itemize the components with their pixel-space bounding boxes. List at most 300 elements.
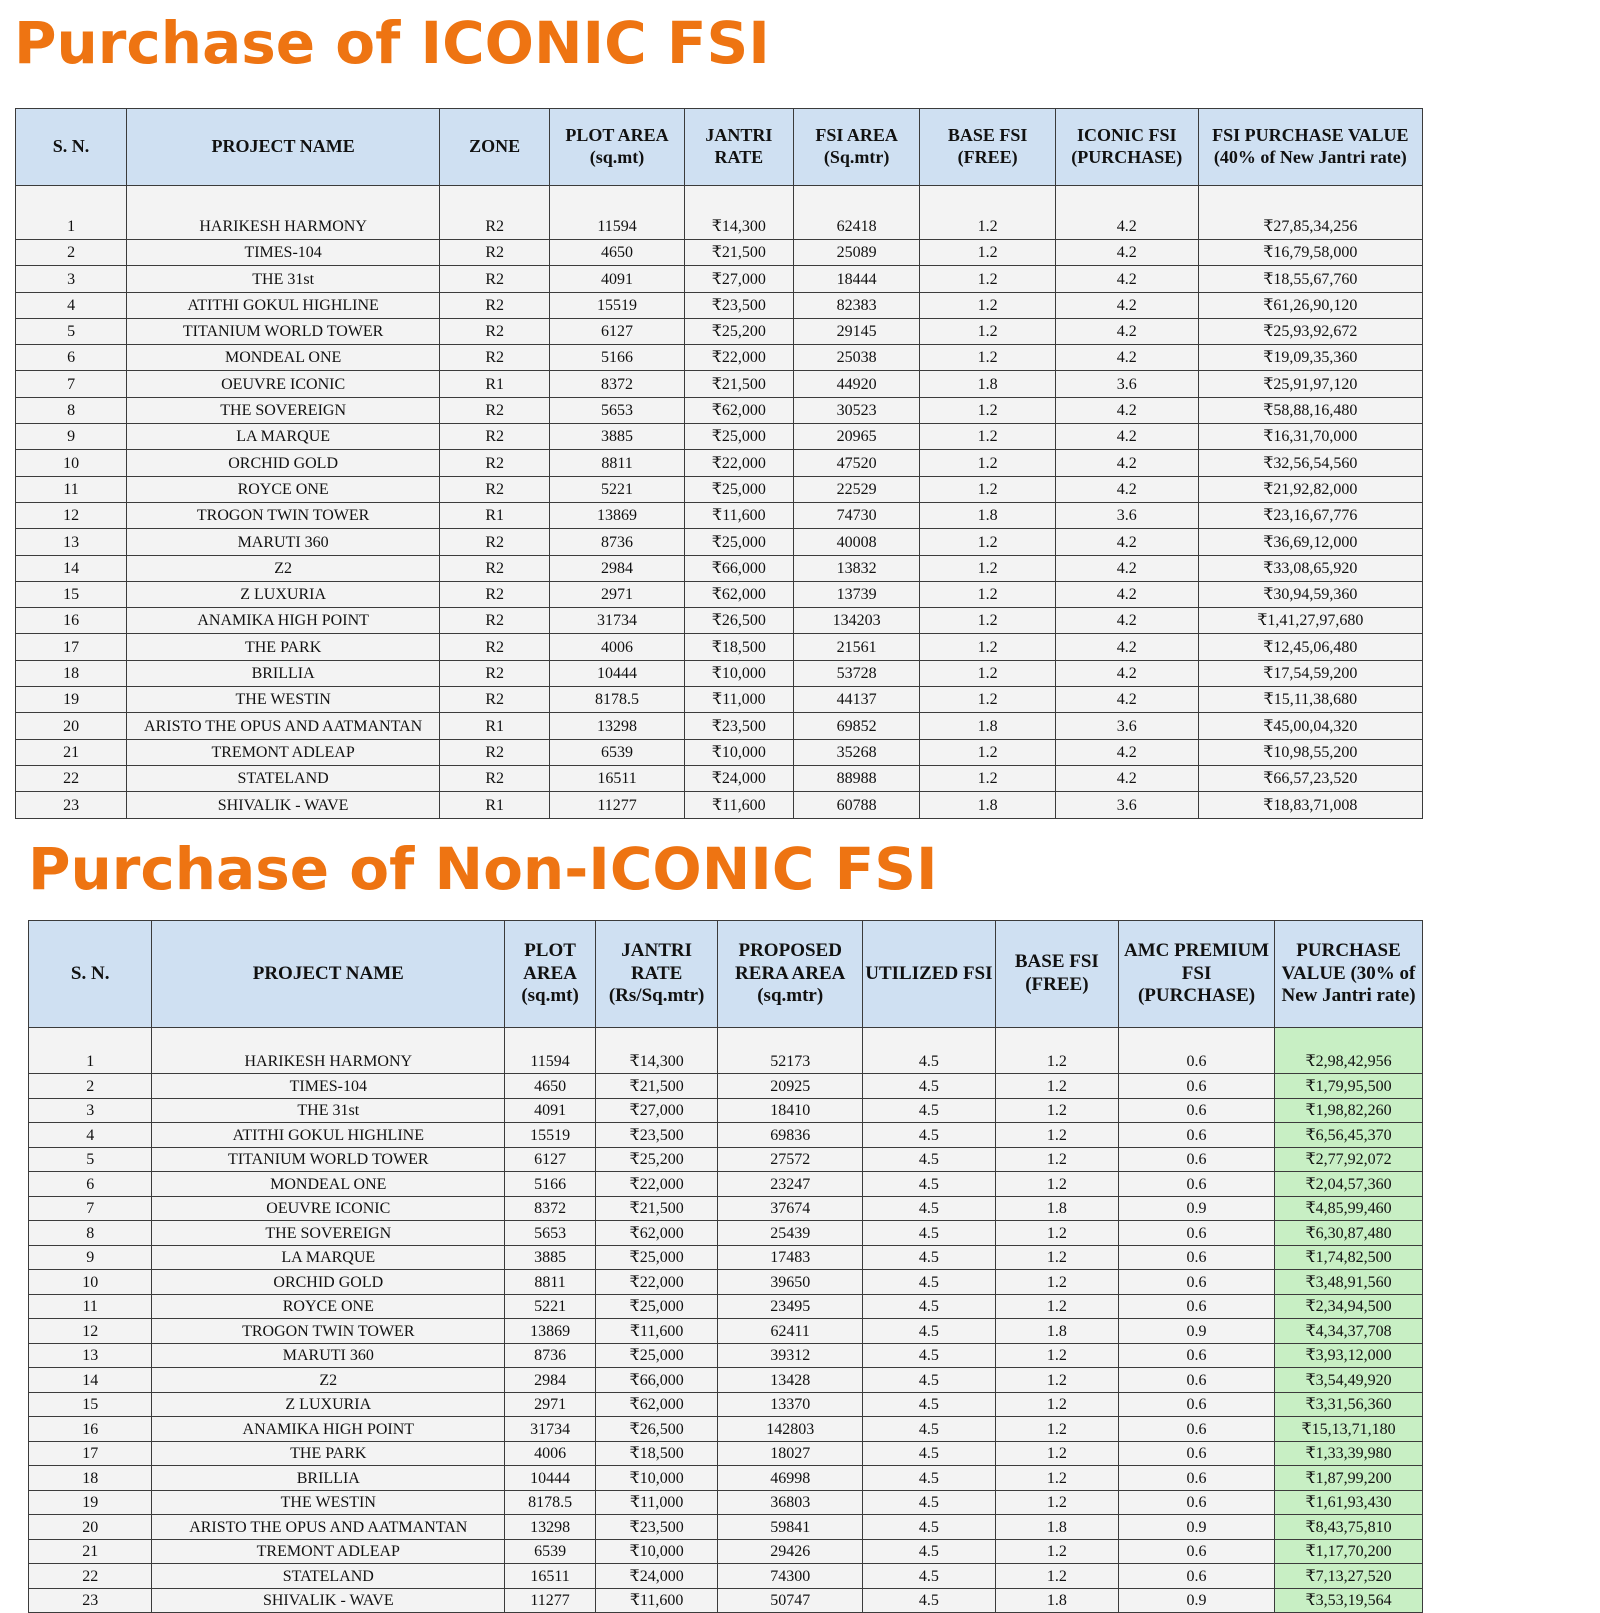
iconic-table-cell: THE PARK	[127, 634, 440, 660]
non-iconic-table-cell: 1.2	[995, 1294, 1118, 1319]
non-iconic-table-cell: 1.2	[995, 1147, 1118, 1172]
iconic-table-cell: 20965	[793, 424, 919, 450]
iconic-table-cell: ₹25,000	[684, 476, 793, 502]
non-iconic-table-cell: 4.5	[863, 1417, 996, 1442]
table-row	[29, 1098, 1423, 1123]
non-iconic-table-cell: THE WESTIN	[152, 1490, 505, 1515]
non-iconic-table-header-cell: S. N.	[29, 921, 152, 1028]
non-iconic-table-cell: BRILLIA	[152, 1466, 505, 1491]
iconic-table-cell: THE 31st	[127, 266, 440, 292]
non-iconic-table-cell: ₹10,000	[595, 1466, 717, 1491]
non-iconic-table-cell: 23	[29, 1588, 152, 1613]
non-iconic-table-cell: 39650	[718, 1270, 863, 1295]
non-iconic-table-cell: 21	[29, 1539, 152, 1564]
table-row	[29, 1270, 1423, 1295]
non-iconic-table-cell: 4.5	[863, 1343, 996, 1368]
iconic-table-cell: 5	[16, 318, 127, 344]
iconic-table-cell: 6127	[550, 318, 685, 344]
non-iconic-table-cell: 0.6	[1119, 1539, 1275, 1564]
iconic-table-cell: 8811	[550, 450, 685, 476]
iconic-table-cell: 74730	[793, 502, 919, 528]
iconic-table-cell: ₹10,98,55,200	[1198, 739, 1422, 765]
iconic-table-cell: 62418	[793, 186, 919, 240]
iconic-table-cell: ₹62,000	[684, 397, 793, 423]
non-iconic-table-cell: 9	[29, 1245, 152, 1270]
iconic-table-cell: 35268	[793, 739, 919, 765]
non-iconic-table-cell: 17483	[718, 1245, 863, 1270]
non-iconic-table-cell: ₹62,000	[595, 1221, 717, 1246]
non-iconic-table-cell: 8736	[505, 1343, 596, 1368]
non-iconic-table-cell: ₹8,43,75,810	[1275, 1515, 1423, 1540]
non-iconic-table-cell: 19	[29, 1490, 152, 1515]
iconic-table-cell: 13298	[550, 713, 685, 739]
iconic-table-cell: R1	[440, 792, 550, 818]
iconic-table-cell: R2	[440, 266, 550, 292]
table-row	[16, 555, 1423, 581]
non-iconic-table-cell: ₹14,300	[595, 1028, 717, 1074]
iconic-table-cell: R2	[440, 739, 550, 765]
non-iconic-table-cell: 1.2	[995, 1564, 1118, 1589]
table-row	[16, 739, 1423, 765]
iconic-table-cell: 1.2	[920, 608, 1056, 634]
non-iconic-table-cell: ₹10,000	[595, 1539, 717, 1564]
iconic-fsi-table	[15, 108, 1423, 819]
iconic-table-cell: ANAMIKA HIGH POINT	[127, 608, 440, 634]
iconic-table-cell: 9	[16, 424, 127, 450]
iconic-table-cell: ₹21,500	[684, 240, 793, 266]
non-iconic-table-cell: THE SOVEREIGN	[152, 1221, 505, 1246]
table-row	[29, 1417, 1423, 1442]
iconic-table-cell: 5653	[550, 397, 685, 423]
iconic-table-cell: ₹66,57,23,520	[1198, 765, 1422, 791]
non-iconic-table-cell: 5221	[505, 1294, 596, 1319]
non-iconic-table-cell: 5	[29, 1147, 152, 1172]
non-iconic-table-cell: 16511	[505, 1564, 596, 1589]
iconic-table-cell: 3885	[550, 424, 685, 450]
non-iconic-table-cell: LA MARQUE	[152, 1245, 505, 1270]
iconic-table-cell: STATELAND	[127, 765, 440, 791]
non-iconic-table-cell: ₹15,13,71,180	[1275, 1417, 1423, 1442]
non-iconic-table-cell: 1.2	[995, 1490, 1118, 1515]
non-iconic-table-cell: 0.6	[1119, 1098, 1275, 1123]
iconic-table-cell: TITANIUM WORLD TOWER	[127, 318, 440, 344]
iconic-table-cell: 30523	[793, 397, 919, 423]
iconic-table-cell: 1.2	[920, 765, 1056, 791]
iconic-table-cell: 21	[16, 739, 127, 765]
non-iconic-table-cell: 1.2	[995, 1392, 1118, 1417]
table-row	[29, 1245, 1423, 1270]
non-iconic-table-cell: 18410	[718, 1098, 863, 1123]
iconic-table-cell: R2	[440, 318, 550, 344]
iconic-table-cell: 4.2	[1055, 292, 1198, 318]
non-iconic-table-cell: STATELAND	[152, 1564, 505, 1589]
non-iconic-table-cell: 1.2	[995, 1221, 1118, 1246]
iconic-table-cell: R2	[440, 397, 550, 423]
non-iconic-table-cell: 4006	[505, 1441, 596, 1466]
iconic-table-cell: R1	[440, 371, 550, 397]
non-iconic-table-cell: 13428	[718, 1368, 863, 1393]
iconic-table-cell: 69852	[793, 713, 919, 739]
non-iconic-table-cell: THE PARK	[152, 1441, 505, 1466]
non-iconic-table-cell: 0.6	[1119, 1074, 1275, 1099]
iconic-table-cell: R2	[440, 186, 550, 240]
non-iconic-table-cell: 10	[29, 1270, 152, 1295]
non-iconic-table-cell: ₹23,500	[595, 1123, 717, 1148]
iconic-table-cell: ₹11,600	[684, 502, 793, 528]
non-iconic-table-cell: Z2	[152, 1368, 505, 1393]
iconic-table-cell: 4.2	[1055, 240, 1198, 266]
table-row	[16, 240, 1423, 266]
non-iconic-table-cell: ₹1,33,39,980	[1275, 1441, 1423, 1466]
non-iconic-table-cell: 23247	[718, 1172, 863, 1197]
iconic-table-cell: 1.2	[920, 345, 1056, 371]
non-iconic-table-cell: 8178.5	[505, 1490, 596, 1515]
non-iconic-table-cell: 6	[29, 1172, 152, 1197]
iconic-table-cell: 53728	[793, 660, 919, 686]
iconic-table-cell: 6539	[550, 739, 685, 765]
iconic-table-cell: 22529	[793, 476, 919, 502]
iconic-table-cell: ₹25,93,92,672	[1198, 318, 1422, 344]
iconic-table-cell: ₹21,500	[684, 371, 793, 397]
non-iconic-table-cell: ₹1,79,95,500	[1275, 1074, 1423, 1099]
non-iconic-table-cell: 0.6	[1119, 1466, 1275, 1491]
iconic-table-header-cell: PLOT AREA (sq.mt)	[550, 109, 685, 186]
non-iconic-table-header-cell: PROJECT NAME	[152, 921, 505, 1028]
non-iconic-table-cell: 4.5	[863, 1294, 996, 1319]
iconic-table-cell: ₹17,54,59,200	[1198, 660, 1422, 686]
non-iconic-table-cell: ₹7,13,27,520	[1275, 1564, 1423, 1589]
non-iconic-table-cell: 46998	[718, 1466, 863, 1491]
non-iconic-table-cell: 52173	[718, 1028, 863, 1074]
non-iconic-table-cell: 1.2	[995, 1098, 1118, 1123]
iconic-table-header-cell: FSI PURCHASE VALUE (40% of New Jantri rate)	[1198, 109, 1422, 186]
iconic-table-cell: ₹18,83,71,008	[1198, 792, 1422, 818]
iconic-table-cell: 8372	[550, 371, 685, 397]
non-iconic-table-cell: ₹1,61,93,430	[1275, 1490, 1423, 1515]
non-iconic-table-cell: ₹1,87,99,200	[1275, 1466, 1423, 1491]
non-iconic-table-cell: 2	[29, 1074, 152, 1099]
iconic-table-cell: ₹25,000	[684, 424, 793, 450]
non-iconic-table-cell: 11	[29, 1294, 152, 1319]
iconic-table-cell: ₹22,000	[684, 345, 793, 371]
iconic-table-cell: 3.6	[1055, 502, 1198, 528]
iconic-table-cell: 6	[16, 345, 127, 371]
iconic-table-cell: 1.8	[920, 371, 1056, 397]
non-iconic-table-cell: 0.9	[1119, 1515, 1275, 1540]
non-iconic-table-cell: 20925	[718, 1074, 863, 1099]
iconic-table-cell: 1.2	[920, 424, 1056, 450]
iconic-table-cell: ORCHID GOLD	[127, 450, 440, 476]
iconic-table-cell: THE WESTIN	[127, 687, 440, 713]
non-iconic-table-cell: ROYCE ONE	[152, 1294, 505, 1319]
iconic-table-cell: ₹25,200	[684, 318, 793, 344]
non-iconic-table-cell: TITANIUM WORLD TOWER	[152, 1147, 505, 1172]
iconic-table-cell: 1.2	[920, 266, 1056, 292]
table-row	[16, 634, 1423, 660]
table-row	[16, 529, 1423, 555]
iconic-table-cell: 4650	[550, 240, 685, 266]
non-iconic-table-header-cell: AMC PREMIUM FSI (PURCHASE)	[1119, 921, 1275, 1028]
iconic-table-cell: 3.6	[1055, 713, 1198, 739]
iconic-table-cell: 4.2	[1055, 476, 1198, 502]
iconic-table-header-cell: S. N.	[16, 109, 127, 186]
iconic-table-cell: MONDEAL ONE	[127, 345, 440, 371]
iconic-table-cell: ATITHI GOKUL HIGHLINE	[127, 292, 440, 318]
non-iconic-table-cell: 0.6	[1119, 1564, 1275, 1589]
iconic-table-cell: 13832	[793, 555, 919, 581]
iconic-table-cell: 88988	[793, 765, 919, 791]
table-row	[16, 581, 1423, 607]
non-iconic-table-cell: 0.6	[1119, 1147, 1275, 1172]
non-iconic-table-cell: 13370	[718, 1392, 863, 1417]
iconic-table-cell: 1.2	[920, 555, 1056, 581]
iconic-table-cell: 15519	[550, 292, 685, 318]
iconic-table-cell: Z2	[127, 555, 440, 581]
table-row	[29, 1221, 1423, 1246]
iconic-table-cell: 1.2	[920, 186, 1056, 240]
non-iconic-table-cell: ₹27,000	[595, 1098, 717, 1123]
non-iconic-table-cell: 27572	[718, 1147, 863, 1172]
non-iconic-table-cell: 12	[29, 1319, 152, 1344]
non-iconic-table-cell: 4.5	[863, 1123, 996, 1148]
iconic-table-cell: 82383	[793, 292, 919, 318]
iconic-table-cell: 4.2	[1055, 687, 1198, 713]
table-row	[29, 1028, 1423, 1074]
non-iconic-table-cell: 0.6	[1119, 1172, 1275, 1197]
non-iconic-table-cell: MONDEAL ONE	[152, 1172, 505, 1197]
iconic-table-cell: ROYCE ONE	[127, 476, 440, 502]
non-iconic-table-cell: ₹3,54,49,920	[1275, 1368, 1423, 1393]
non-iconic-table-cell: 22	[29, 1564, 152, 1589]
iconic-table-cell: ₹19,09,35,360	[1198, 345, 1422, 371]
non-iconic-table-cell: 37674	[718, 1196, 863, 1221]
non-iconic-table-cell: TROGON TWIN TOWER	[152, 1319, 505, 1344]
iconic-table-cell: 1.8	[920, 713, 1056, 739]
non-iconic-table-cell: ₹25,200	[595, 1147, 717, 1172]
iconic-table-cell: R2	[440, 240, 550, 266]
iconic-table-cell: 16511	[550, 765, 685, 791]
iconic-table-cell: 4.2	[1055, 424, 1198, 450]
non-iconic-table-cell: 8811	[505, 1270, 596, 1295]
non-iconic-table-cell: 4.5	[863, 1074, 996, 1099]
iconic-table-cell: 1.2	[920, 739, 1056, 765]
table-row	[29, 1515, 1423, 1540]
iconic-table-cell: R2	[440, 476, 550, 502]
iconic-table-cell: 2984	[550, 555, 685, 581]
table-row	[16, 345, 1423, 371]
non-iconic-table-cell: ₹21,500	[595, 1196, 717, 1221]
non-iconic-table-cell: ₹18,500	[595, 1441, 717, 1466]
non-iconic-table-cell: 0.6	[1119, 1245, 1275, 1270]
non-iconic-table-cell: ₹1,17,70,200	[1275, 1539, 1423, 1564]
non-iconic-table-cell: 50747	[718, 1588, 863, 1613]
non-iconic-table-cell: ARISTO THE OPUS AND AATMANTAN	[152, 1515, 505, 1540]
iconic-table-cell: 11594	[550, 186, 685, 240]
iconic-table-cell: ₹18,55,67,760	[1198, 266, 1422, 292]
iconic-table-header-cell: PROJECT NAME	[127, 109, 440, 186]
iconic-table-cell: 3.6	[1055, 371, 1198, 397]
table-row	[16, 397, 1423, 423]
non-iconic-table-header-cell: UTILIZED FSI	[863, 921, 996, 1028]
iconic-table-cell: ARISTO THE OPUS AND AATMANTAN	[127, 713, 440, 739]
iconic-table-cell: 15	[16, 581, 127, 607]
non-iconic-table-cell: 0.6	[1119, 1368, 1275, 1393]
table-row	[16, 371, 1423, 397]
iconic-table-cell: ₹45,00,04,320	[1198, 713, 1422, 739]
iconic-table-cell: 14	[16, 555, 127, 581]
table-row	[16, 713, 1423, 739]
non-iconic-table-cell: 1.2	[995, 1441, 1118, 1466]
non-iconic-table-cell: 8372	[505, 1196, 596, 1221]
iconic-table-cell: 20	[16, 713, 127, 739]
iconic-table-cell: 13739	[793, 581, 919, 607]
iconic-table-header-cell: JANTRI RATE	[684, 109, 793, 186]
table-row	[29, 1294, 1423, 1319]
non-iconic-table-cell: 6127	[505, 1147, 596, 1172]
non-iconic-table-cell: TIMES-104	[152, 1074, 505, 1099]
iconic-table-cell: 1.2	[920, 450, 1056, 476]
non-iconic-table-cell: 36803	[718, 1490, 863, 1515]
iconic-table-cell: ₹25,91,97,120	[1198, 371, 1422, 397]
iconic-table-cell: 16	[16, 608, 127, 634]
iconic-table-cell: 25038	[793, 345, 919, 371]
non-iconic-table-cell: 3	[29, 1098, 152, 1123]
iconic-table-cell: 2	[16, 240, 127, 266]
non-iconic-table-cell: 4.5	[863, 1196, 996, 1221]
table-row	[29, 1172, 1423, 1197]
non-iconic-table-cell: 1.8	[995, 1515, 1118, 1540]
non-iconic-table-cell: 4.5	[863, 1270, 996, 1295]
table-row	[16, 450, 1423, 476]
non-iconic-table-cell: 4.5	[863, 1539, 996, 1564]
iconic-table-cell: 4.2	[1055, 345, 1198, 371]
iconic-table-cell: ₹23,500	[684, 292, 793, 318]
non-iconic-table-cell: 17	[29, 1441, 152, 1466]
non-iconic-table-cell: 1.2	[995, 1368, 1118, 1393]
iconic-table-cell: TIMES-104	[127, 240, 440, 266]
non-iconic-table-header-cell: JANTRI RATE (Rs/Sq.mtr)	[595, 921, 717, 1028]
iconic-table-cell: ₹33,08,65,920	[1198, 555, 1422, 581]
non-iconic-table-cell: 11277	[505, 1588, 596, 1613]
non-iconic-table-cell: ₹2,04,57,360	[1275, 1172, 1423, 1197]
iconic-table-cell: 1.2	[920, 660, 1056, 686]
iconic-table-cell: 10	[16, 450, 127, 476]
non-iconic-table-cell: ₹3,48,91,560	[1275, 1270, 1423, 1295]
non-iconic-table-cell: ₹4,85,99,460	[1275, 1196, 1423, 1221]
non-iconic-table-cell: 1	[29, 1028, 152, 1074]
non-iconic-table-cell: 25439	[718, 1221, 863, 1246]
iconic-table-cell: 134203	[793, 608, 919, 634]
iconic-table-cell: R2	[440, 687, 550, 713]
table-row	[29, 1564, 1423, 1589]
non-iconic-table-cell: ₹2,77,92,072	[1275, 1147, 1423, 1172]
iconic-table-cell: ₹18,500	[684, 634, 793, 660]
non-iconic-table-cell: OEUVRE ICONIC	[152, 1196, 505, 1221]
non-iconic-table-cell: 4.5	[863, 1441, 996, 1466]
non-iconic-table-cell: Z LUXURIA	[152, 1392, 505, 1417]
non-iconic-table-header-row	[29, 921, 1423, 1028]
iconic-table-cell: OEUVRE ICONIC	[127, 371, 440, 397]
non-iconic-table-cell: 16	[29, 1417, 152, 1442]
non-iconic-table-cell: 74300	[718, 1564, 863, 1589]
non-iconic-table-cell: 4.5	[863, 1490, 996, 1515]
non-iconic-table-cell: 11594	[505, 1028, 596, 1074]
iconic-table-cell: R2	[440, 555, 550, 581]
non-iconic-table-cell: 0.6	[1119, 1392, 1275, 1417]
non-iconic-table-cell: 4.5	[863, 1515, 996, 1540]
non-iconic-table-cell: ₹26,500	[595, 1417, 717, 1442]
non-iconic-table-cell: 1.8	[995, 1196, 1118, 1221]
non-iconic-table-cell: ₹11,600	[595, 1588, 717, 1613]
table-row	[16, 318, 1423, 344]
iconic-table-cell: TROGON TWIN TOWER	[127, 502, 440, 528]
table-row	[29, 1343, 1423, 1368]
table-row	[16, 608, 1423, 634]
non-iconic-table-cell: 0.6	[1119, 1123, 1275, 1148]
iconic-table-cell: ₹27,85,34,256	[1198, 186, 1422, 240]
iconic-table-cell: R2	[440, 292, 550, 318]
non-iconic-table-cell: ₹3,93,12,000	[1275, 1343, 1423, 1368]
non-iconic-table-cell: 5166	[505, 1172, 596, 1197]
table-row	[29, 1490, 1423, 1515]
iconic-table-cell: R2	[440, 634, 550, 660]
non-iconic-table-cell: 13	[29, 1343, 152, 1368]
non-iconic-table-cell: ₹24,000	[595, 1564, 717, 1589]
iconic-table-cell: Z LUXURIA	[127, 581, 440, 607]
iconic-table-cell: ₹11,600	[684, 792, 793, 818]
iconic-table-cell: R1	[440, 713, 550, 739]
iconic-table-cell: R2	[440, 608, 550, 634]
non-iconic-table-cell: 4.5	[863, 1028, 996, 1074]
table-row	[16, 792, 1423, 818]
non-iconic-table-cell: 14	[29, 1368, 152, 1393]
iconic-table-header-cell: BASE FSI (FREE)	[920, 109, 1056, 186]
non-iconic-table-cell: ₹66,000	[595, 1368, 717, 1393]
non-iconic-table-cell: ₹3,53,19,564	[1275, 1588, 1423, 1613]
iconic-table-cell: R2	[440, 581, 550, 607]
table-row	[29, 1074, 1423, 1099]
iconic-table-cell: 11	[16, 476, 127, 502]
iconic-table-cell: 4006	[550, 634, 685, 660]
non-iconic-table-cell: 0.9	[1119, 1319, 1275, 1344]
non-iconic-table-cell: 5653	[505, 1221, 596, 1246]
non-iconic-table-cell: 1.2	[995, 1539, 1118, 1564]
iconic-table-cell: ₹23,500	[684, 713, 793, 739]
non-iconic-table-cell: 0.6	[1119, 1294, 1275, 1319]
iconic-table-cell: ₹62,000	[684, 581, 793, 607]
non-iconic-table-cell: 0.6	[1119, 1270, 1275, 1295]
non-iconic-table-cell: 1.2	[995, 1245, 1118, 1270]
iconic-table-cell: ₹23,16,67,776	[1198, 502, 1422, 528]
table-row	[16, 765, 1423, 791]
non-iconic-table-cell: 18027	[718, 1441, 863, 1466]
non-iconic-table-cell: 4650	[505, 1074, 596, 1099]
non-iconic-table-cell: 1.2	[995, 1074, 1118, 1099]
iconic-table-cell: 4.2	[1055, 581, 1198, 607]
iconic-table-cell: ₹25,000	[684, 529, 793, 555]
non-iconic-table-cell: THE 31st	[152, 1098, 505, 1123]
iconic-table-cell: ₹10,000	[684, 739, 793, 765]
non-iconic-table-cell: MARUTI 360	[152, 1343, 505, 1368]
table-row	[16, 476, 1423, 502]
iconic-table-cell: ₹27,000	[684, 266, 793, 292]
iconic-table-cell: 29145	[793, 318, 919, 344]
non-iconic-table-cell: 0.6	[1119, 1221, 1275, 1246]
non-iconic-table-cell: 29426	[718, 1539, 863, 1564]
iconic-table-cell: 1.2	[920, 634, 1056, 660]
table-row	[29, 1466, 1423, 1491]
iconic-table-cell: 47520	[793, 450, 919, 476]
